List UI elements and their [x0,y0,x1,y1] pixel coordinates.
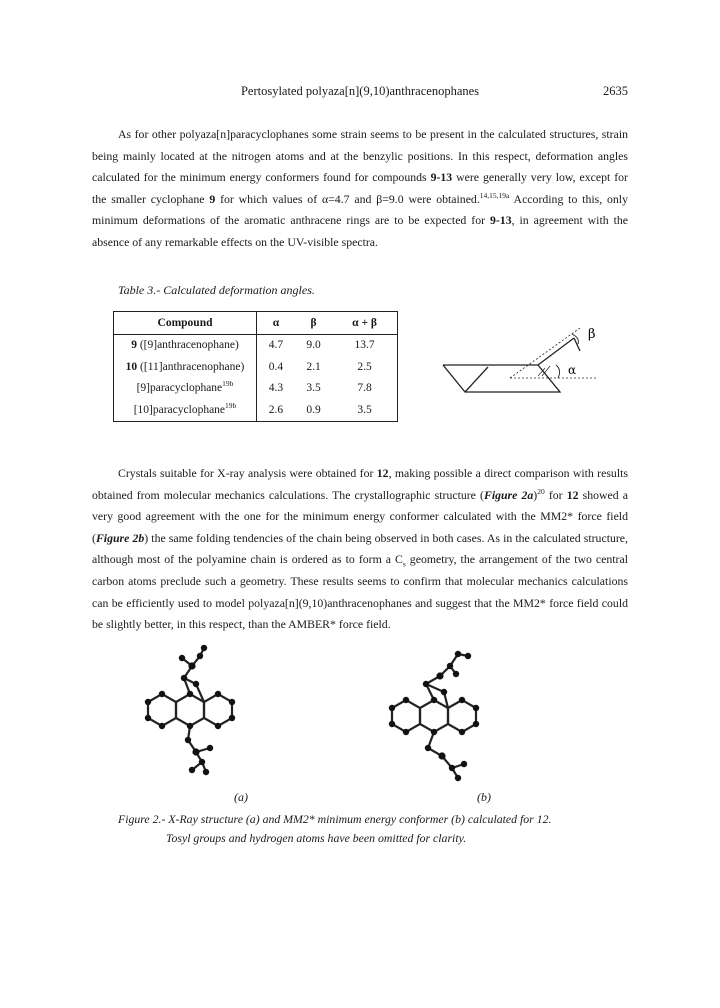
beta-label: β [588,327,596,342]
citation: 20 [537,486,545,496]
column-header-compound: Compound [114,312,257,335]
molecular-structures-figure [92,640,628,790]
subscript: s [402,559,406,569]
sum-cell: 13.7 [354,339,375,352]
paragraph-strain: As for other polyaza[n]paracyclophanes some strain seems to be present in the calculated structures, strain being mainly located at the nitrogen atoms and at the benzylic positions. In this respect, deformation angles calculated for the minimum energy conformers found for compounds 9-13 were generally very low, except for the smaller cyclophane 9 for which values of α=4.7 and β=9.0 were obtained.$^{14,15,19a}$ According to this, only minimum deformations of the aromatic anthracene rings are to be expected for 9-13, in agreement with the absence of any remarkable effects on the UV-visible spectra. [92,127,628,249]
citation: 14,15,19a [479,190,510,200]
compound-cell: [9]paracyclophane$^{19b}$ [114,378,257,400]
alpha-cell: 0.4 [268,360,284,373]
citation: 19b [225,400,237,410]
bridge-bond [538,338,574,365]
deformation-angle-diagram [440,320,610,400]
table-row [114,399,398,421]
sum-cell: 2.5 [357,360,372,373]
compound-cell: 9 ([9]anthracenophane) [114,334,257,356]
table-header-row [114,312,398,335]
compound-ref: 9-13 [430,170,453,185]
table-row [114,334,398,356]
figure-label-a: (a) [234,790,248,804]
compound-cell: 10 ([11]anthracenophane) [114,356,257,378]
table-row [114,378,398,400]
deformation-angles-table [113,311,398,422]
beta-cell: 9.0 [306,339,321,352]
figure-caption-line2: Tosyl groups and hydrogen atoms have been omitted for clarity. [166,831,467,845]
bridge-bond [574,338,580,351]
alpha-cell: 4.7 [268,339,284,352]
figure-label-b: (b) [477,790,491,804]
figure-caption [118,810,628,848]
alpha-cell: 4.3 [268,382,284,395]
page-number: 2635 [603,84,628,98]
figure-ref: Figure 2a [483,487,534,502]
alpha-arc [556,365,560,378]
beta-cell: 0.9 [306,403,321,416]
column-header-sum: α + β [332,312,397,335]
table-caption: Table 3.- Calculated deformation angles. [118,283,315,297]
ring-inner-edge [465,367,488,392]
atoms-b [389,651,479,781]
column-header-beta: β [295,312,332,335]
compound-ref: 12 [566,487,579,502]
table-row [114,356,398,378]
sum-cell: 3.5 [357,403,372,416]
column-header-alpha: α [257,312,295,335]
paragraph-xray: Crystals suitable for X-ray analysis were obtained for 12, making possible a direct comparison with results obtained from molecular mechanics calculations. The crystallographic structure (Figure 2a)$^{20}$ for 12 showed a very good agreement with the one for the minimum energy conformer calculated with the MM2* force field (Figure 2b) the same folding tendencies of the chain being observed in both cases. As in the calculated structure, although most of the polyamine chain is ordered as to form a $C_s$ geometry, the arrangement of the two central carbon atoms preclude such a geometry. These results seems to confirm that molecular mechanics calculations can be efficiently used to model polyaza[n](9,10)anthracenophanes and suggest that the MM2* force field could be slightly better, in this respect, than the AMBER* force field. [92,466,628,632]
alpha-label: α [568,363,577,377]
compound-ref: 12 [376,466,389,480]
compound-ref: 9-13 [489,213,512,228]
figure-ref: Figure 2b [95,530,145,545]
running-title: Pertosylated polyaza[n](9,10)anthracenophanes [240,84,480,98]
compound-ref: 9 [209,191,216,206]
compound-cell: [10]paracyclophane$^{19b}$ [114,399,257,421]
citation: 19b [222,379,234,389]
sum-cell: 7.8 [357,382,372,395]
beta-cell: 2.1 [306,360,321,373]
mm2-conformer-b [392,654,476,778]
atoms-a [145,645,235,775]
alpha-cell: 2.6 [268,403,284,416]
figure-caption-line1: Figure 2.- X-Ray structure (a) and MM2* minimum energy conformer (b) calculated for 12. [118,812,552,826]
beta-cell: 3.5 [306,382,321,395]
ring-outline [443,365,560,392]
